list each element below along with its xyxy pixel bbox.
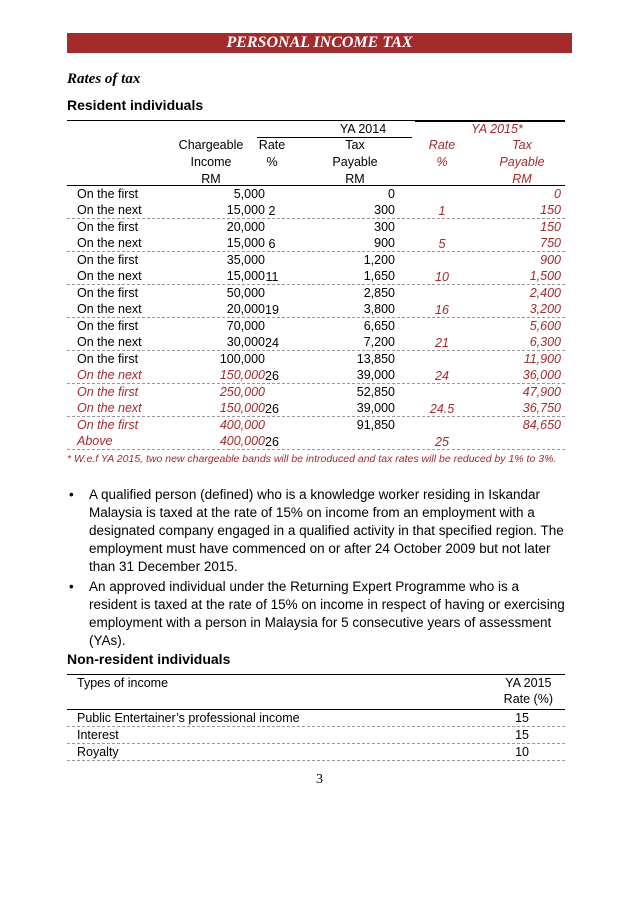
cell-label: Above bbox=[77, 434, 113, 448]
cell-tp2: 6,300 bbox=[529, 335, 561, 349]
cell-tp2: 2,400 bbox=[529, 286, 561, 300]
bullet-item: • A qualified person (defined) who is a knowledge worker residing in Iskandar Malaysia is taxed at the rate of 15% on income from an employment with a designated company engaged in a qualified activity in that specified region. The employment must have commenced on or after 24 October 2009 but not later than 31 December 2015. bbox=[69, 487, 564, 574]
rate-band-group bbox=[67, 252, 565, 285]
cell-tp: 0 bbox=[388, 187, 395, 201]
cell-label: On the first bbox=[77, 220, 139, 234]
cell-tp2: 47,900 bbox=[522, 385, 561, 399]
cell-tp2: 150 bbox=[540, 203, 561, 217]
col-tax-payable-2014: Tax Payable RM bbox=[332, 138, 378, 186]
cell-ci: 35,000 bbox=[226, 253, 265, 267]
cell-tp: 1,200 bbox=[363, 253, 395, 267]
cell-tp: 6,650 bbox=[363, 319, 395, 333]
cell-tp: 3,800 bbox=[363, 302, 395, 316]
bullet-item: • An approved individual under the Returning Expert Programme who is a resident is taxed at the rate of 15% on income in respect of having or exercising employment with a person in Malaysia for 5 consecutive years of assessment (YAs). bbox=[69, 579, 565, 648]
table-row bbox=[67, 351, 565, 367]
table-row bbox=[67, 433, 565, 449]
bullet-icon: • bbox=[69, 579, 74, 594]
cell-tp: 91,850 bbox=[356, 418, 395, 432]
rate-band-group bbox=[67, 384, 565, 417]
table-row bbox=[67, 268, 565, 284]
cell-rate-2015: 21 bbox=[435, 336, 449, 350]
cell-label: On the first bbox=[77, 253, 139, 267]
table-row bbox=[67, 384, 565, 400]
cell-label: On the next bbox=[77, 335, 142, 349]
nr-row: Interest 15 bbox=[67, 727, 565, 744]
table-row bbox=[67, 318, 565, 334]
cell-ci: 20,000 bbox=[226, 220, 265, 234]
page-banner: PERSONAL INCOME TAX bbox=[67, 33, 572, 53]
cell-rate-2015: 24.5 bbox=[429, 402, 455, 416]
cell-rate-2014: 26 bbox=[265, 369, 279, 383]
rate-band-group bbox=[67, 219, 565, 252]
rate-band-group bbox=[67, 186, 565, 219]
cell-label: On the first bbox=[77, 352, 139, 366]
table-row bbox=[67, 334, 565, 350]
rate-band-group bbox=[67, 285, 565, 318]
col-chargeable-income: Chargeable Income RM bbox=[178, 138, 244, 186]
cell-ci: 15,000 bbox=[226, 203, 265, 217]
table-row bbox=[67, 400, 565, 416]
table-row bbox=[67, 235, 565, 251]
resident-rates-table bbox=[67, 120, 565, 450]
cell-rate-2015: 1 bbox=[438, 204, 446, 218]
cell-tp: 900 bbox=[374, 236, 395, 250]
cell-ci: 150,000 bbox=[219, 368, 265, 382]
cell-label: On the first bbox=[77, 319, 139, 333]
cell-label: On the first bbox=[77, 286, 139, 300]
nonresident-heading: Non-resident individuals bbox=[67, 651, 231, 667]
table-row bbox=[67, 285, 565, 301]
page-number: 3 bbox=[316, 772, 323, 787]
cell-tp2: 750 bbox=[540, 236, 561, 250]
cell-tp: 39,000 bbox=[356, 401, 395, 415]
cell-label: On the next bbox=[77, 269, 142, 283]
cell-ci: 15,000 bbox=[226, 269, 265, 283]
cell-ci: 50,000 bbox=[226, 286, 265, 300]
cell-rate-2014: 26 bbox=[265, 435, 279, 449]
cell-tp2: 36,750 bbox=[522, 401, 561, 415]
cell-tp2: 36,000 bbox=[522, 368, 561, 382]
year-header-row bbox=[67, 121, 565, 137]
cell-label: On the next bbox=[77, 203, 142, 217]
cell-ci: 15,000 bbox=[226, 236, 265, 250]
nr-row: Royalty 10 bbox=[67, 744, 565, 761]
cell-label: On the first bbox=[77, 385, 139, 399]
table-row bbox=[67, 367, 565, 383]
cell-ci: 250,000 bbox=[219, 385, 265, 399]
col-tax-payable-2015: Tax Payable RM bbox=[499, 138, 545, 186]
cell-label: On the next bbox=[77, 368, 142, 382]
cell-ci: 400,000 bbox=[219, 418, 265, 432]
cell-ci: 70,000 bbox=[226, 319, 265, 333]
cell-tp2: 900 bbox=[540, 253, 561, 267]
table-row bbox=[67, 417, 565, 433]
rate-band-group bbox=[67, 351, 565, 384]
bullet-list bbox=[67, 486, 567, 652]
rate-band-group bbox=[67, 417, 565, 450]
bullet-icon: • bbox=[69, 487, 74, 502]
cell-rate-2015: 24 bbox=[435, 369, 449, 383]
cell-tp2: 1,500 bbox=[529, 269, 561, 283]
cell-tp2: 5,600 bbox=[529, 319, 561, 333]
nonresident-rates-table bbox=[67, 674, 565, 761]
cell-tp2: 11,900 bbox=[523, 352, 561, 366]
cell-ci: 100,000 bbox=[219, 352, 265, 366]
column-header-row bbox=[67, 137, 565, 186]
cell-tp: 300 bbox=[374, 220, 395, 234]
cell-tp: 39,000 bbox=[356, 368, 395, 382]
table-row bbox=[67, 186, 565, 202]
cell-tp2: 84,650 bbox=[522, 418, 561, 432]
col-rate-2014: Rate % bbox=[258, 138, 286, 169]
footnote: * W.e.f YA 2015, two new chargeable bands will be introduced and tax rates will be reduced by 1% to 3%. bbox=[67, 453, 557, 465]
cell-label: On the next bbox=[77, 401, 142, 415]
cell-ci: 5,000 bbox=[233, 187, 265, 201]
nr-col-types: Types of income bbox=[77, 676, 169, 690]
nr-col-rate: YA 2015 Rate (%) bbox=[503, 676, 553, 706]
cell-rate-2014: 6 bbox=[268, 237, 276, 251]
rate-bands bbox=[67, 186, 565, 450]
cell-ci: 150,000 bbox=[219, 401, 265, 415]
cell-tp: 1,650 bbox=[363, 269, 395, 283]
table-row bbox=[67, 301, 565, 317]
cell-label: On the next bbox=[77, 302, 142, 316]
cell-rate-2014: 24 bbox=[265, 336, 279, 350]
cell-tp2: 150 bbox=[540, 220, 561, 234]
cell-rate-2014: 2 bbox=[268, 204, 276, 218]
col-rate-2015: Rate % bbox=[428, 138, 456, 169]
cell-rate-2015: 5 bbox=[438, 237, 446, 251]
cell-rate-2014: 11 bbox=[265, 270, 279, 284]
cell-ci: 30,000 bbox=[226, 335, 265, 349]
cell-ci: 400,000 bbox=[219, 434, 265, 448]
cell-tp2: 3,200 bbox=[529, 302, 561, 316]
resident-heading: Resident individuals bbox=[67, 97, 204, 113]
cell-rate-2014: 19 bbox=[265, 303, 279, 317]
table-row bbox=[67, 219, 565, 235]
cell-tp: 52,850 bbox=[356, 385, 395, 399]
cell-ci: 20,000 bbox=[226, 302, 265, 316]
rate-band-group bbox=[67, 318, 565, 351]
table-row bbox=[67, 202, 565, 218]
table-row bbox=[67, 252, 565, 268]
cell-rate-2014: 26 bbox=[265, 402, 279, 416]
cell-rate-2015: 16 bbox=[435, 303, 449, 317]
nr-row: Public Entertainer’s professional income 15 bbox=[67, 710, 565, 727]
rates-heading: Rates of tax bbox=[67, 71, 141, 87]
cell-tp: 300 bbox=[374, 203, 395, 217]
cell-tp2: 0 bbox=[554, 187, 561, 201]
cell-tp: 7,200 bbox=[363, 335, 395, 349]
cell-label: On the first bbox=[77, 187, 139, 201]
cell-rate-2015: 25 bbox=[435, 435, 449, 449]
cell-label: On the next bbox=[77, 236, 142, 250]
nr-header-row bbox=[67, 675, 565, 710]
cell-tp: 2,850 bbox=[363, 286, 395, 300]
ya2015-header: YA 2015* bbox=[471, 122, 523, 136]
cell-tp: 13,850 bbox=[356, 352, 395, 366]
ya2014-header: YA 2014 bbox=[339, 122, 387, 136]
cell-rate-2015: 10 bbox=[435, 270, 449, 284]
cell-label: On the first bbox=[77, 418, 139, 432]
